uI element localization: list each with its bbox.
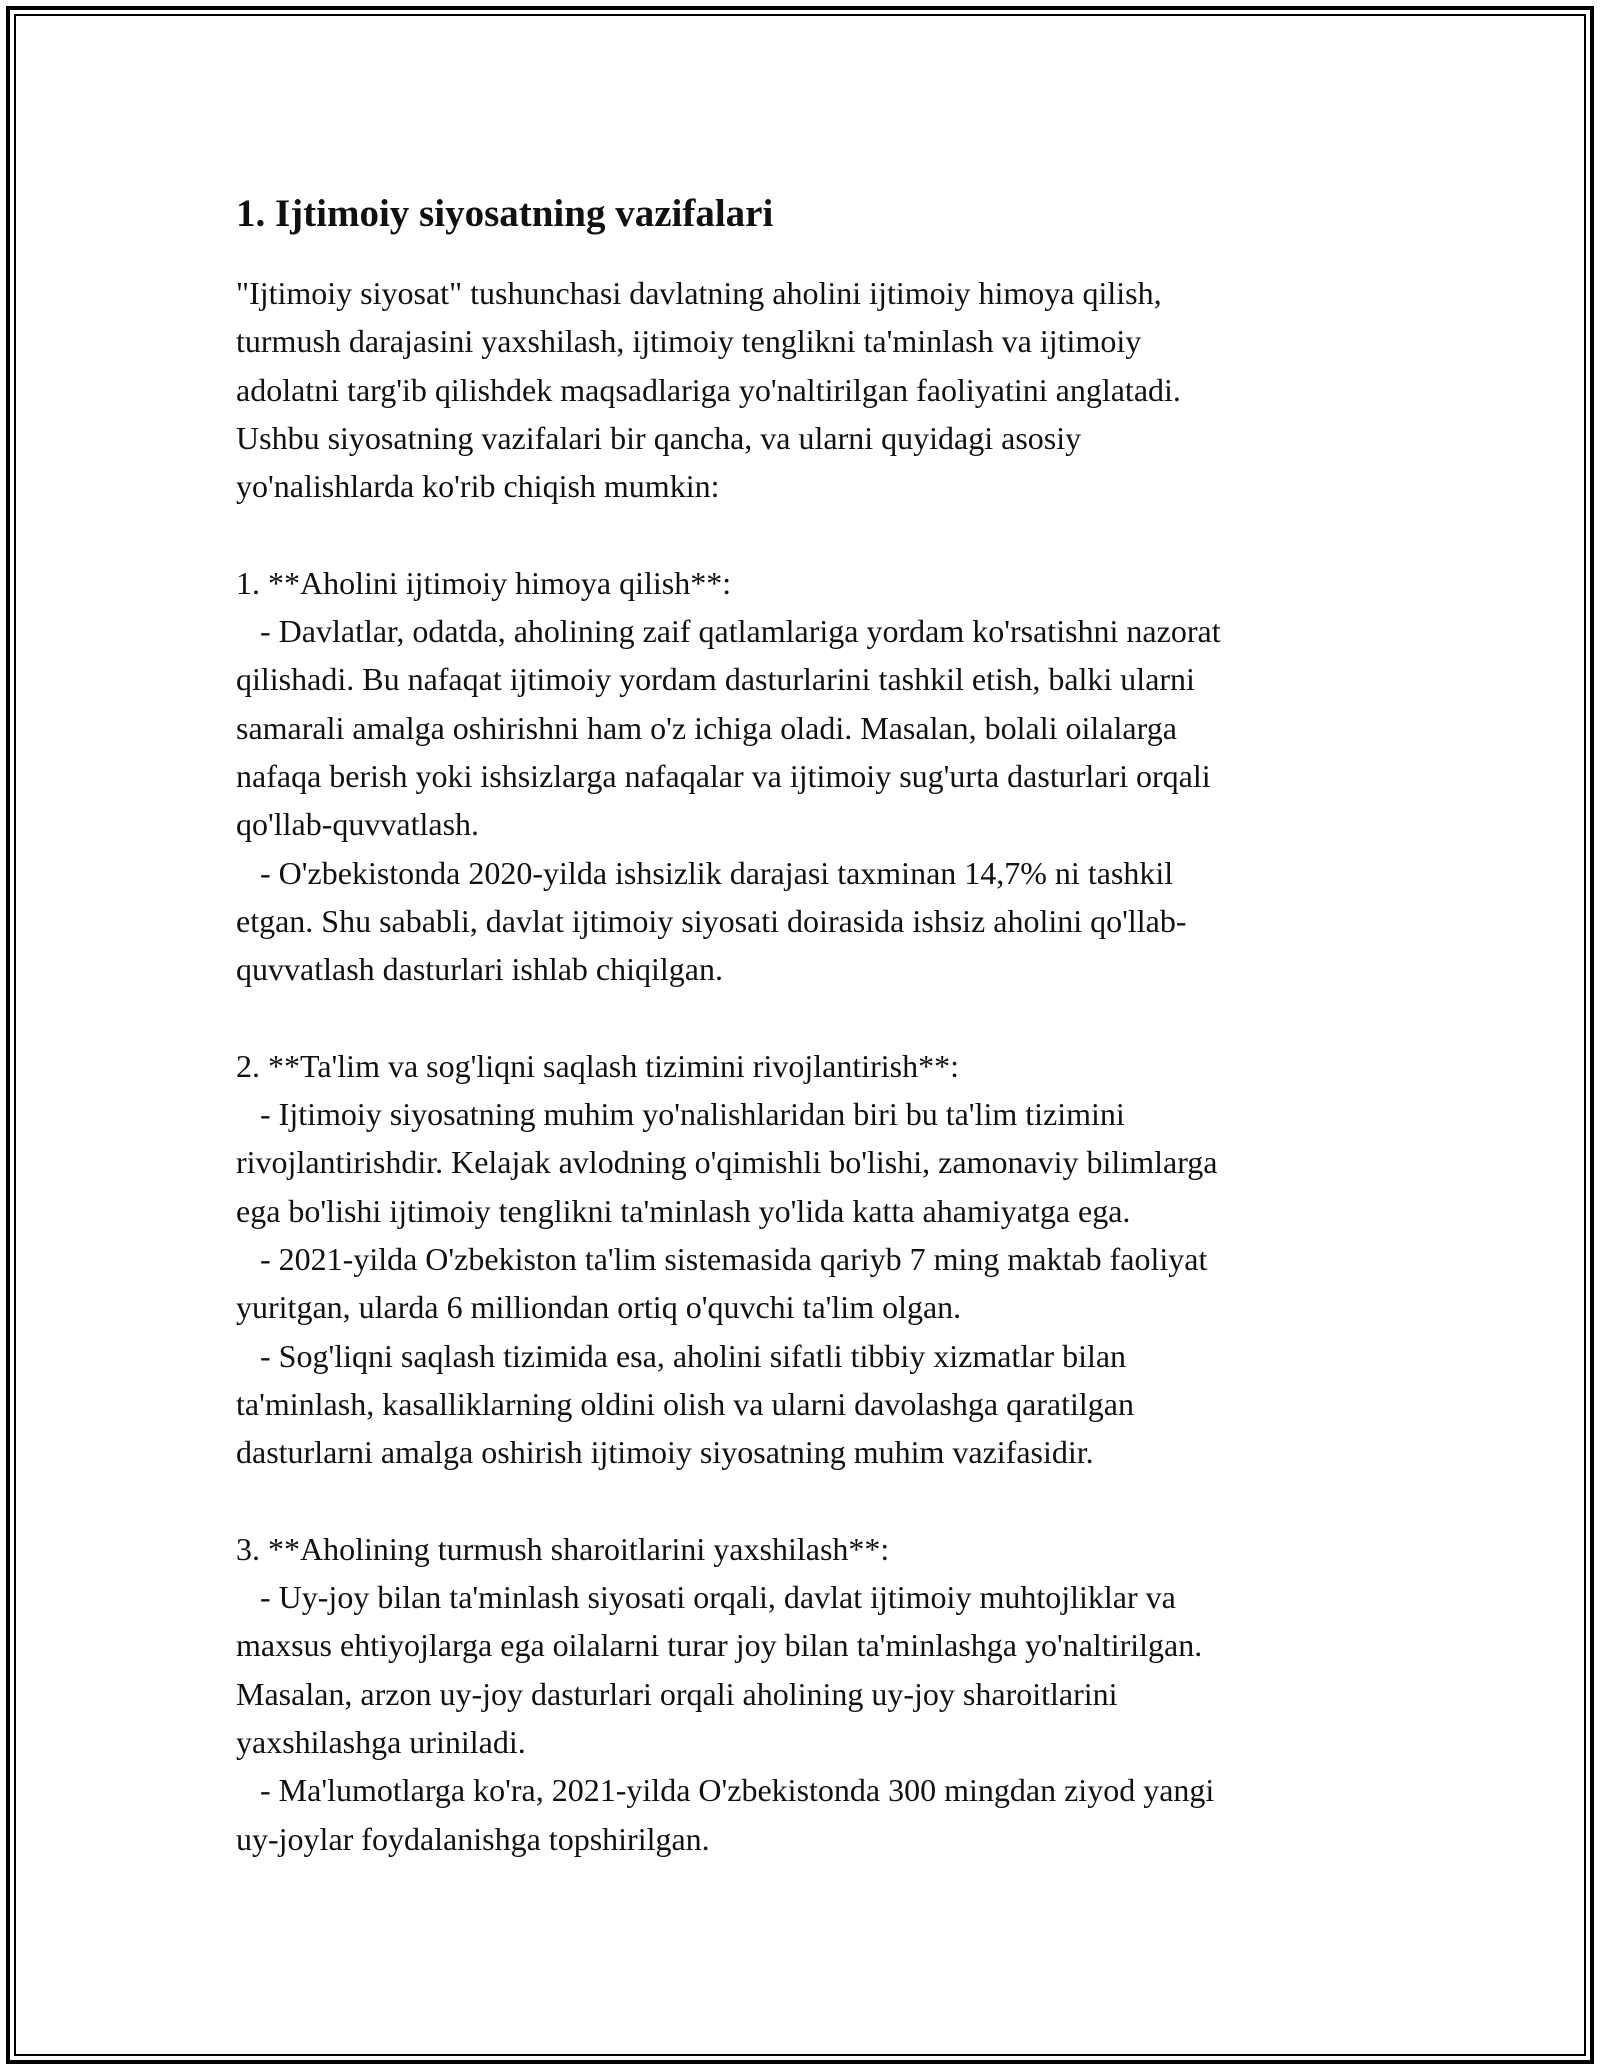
paragraph-spacer (236, 993, 1386, 1041)
document-title: 1. Ijtimoiy siyosatning vazifalari (236, 192, 774, 235)
section-education-health: 2. **Ta'lim va sog'liqni saqlash tizimini rivojlantirish**: - Ijtimoiy siyosatning muhim yo'nalishlaridan biri bu ta'lim tizimini rivojlantirishdir. Kelajak avlodning o'qimishli bo'lishi, zamonaviy bilimlarga ega bo'lishi ijtimoiy tenglikni ta'minlash yo'lida katta ahamiyatga ega. - 2021-yilda O'zbekiston ta'lim sistemasida qariyb 7 ming maktab faoliyat yuritgan, ularda 6 milliondan ortiq o'quvchi ta'lim olgan. - Sog'liqni saqlash tizimida esa, aholini sifatli tibbiy xizmatlar bilan ta'minlash, kasalliklarning oldini olish va ularni davolashga qaratilgan dasturlarni amalga oshirish ijtimoiy siyosatning muhim vazifasidir. (236, 1047, 1218, 1471)
document-body (236, 190, 1386, 1863)
section-social-protection: 1. **Aholini ijtimoiy himoya qilish**: - Davlatlar, odatda, aholining zaif qatlamlariga yordam ko'rsatishni nazorat qilishadi. Bu nafaqat ijtimoiy yordam dasturlarini tashkil etish, balki ularni samarali amalga oshirishni ham o'z ichiga oladi. Masalan, bolali oilalarga nafaqa berish yoki ishsizlarga nafaqalar va ijtimoiy sug'urta dasturlari orqali qo'llab-quvvatlash. - O'zbekistonda 2020-yilda ishsizlik darajasi taxminan 14,7% ni tashkil etgan. Shu sababli, davlat ijtimoiy siyosati doirasida ishsiz aholini qo'llab- quvvatlash dasturlari ishlab chiqilgan. (236, 564, 1221, 988)
paragraph-spacer (236, 510, 1386, 558)
section-living-conditions: 3. **Aholining turmush sharoitlarini yaxshilash**: - Uy-joy bilan ta'minlash siyosati orqali, davlat ijtimoiy muhtojliklar va maxsus ehtiyojlarga ega oilalarni turar joy bilan ta'minlashga yo'naltirilgan. Masalan, arzon uy-joy dasturlari orqali aholining uy-joy sharoitlarini yaxshilashga uriniladi. - Ma'lumotlarga ko'ra, 2021-yilda O'zbekistonda 300 mingdan ziyod yangi uy-joylar foydalanishga topshirilgan. (236, 1530, 1215, 1857)
intro-paragraph: "Ijtimoiy siyosat" tushunchasi davlatning aholini ijtimoiy himoya qilish, turmush darajasini yaxshilash, ijtimoiy tenglikni ta'minlash va ijtimoiy adolatni targ'ib qilishdek maqsadlariga yo'naltirilgan faoliyatini anglatadi. Ushbu siyosatning vazifalari bir qancha, va ularni quyidagi asosiy yo'nalishlarda ko'rib chiqish mumkin: (236, 275, 1181, 505)
paragraph-spacer (236, 1476, 1386, 1524)
